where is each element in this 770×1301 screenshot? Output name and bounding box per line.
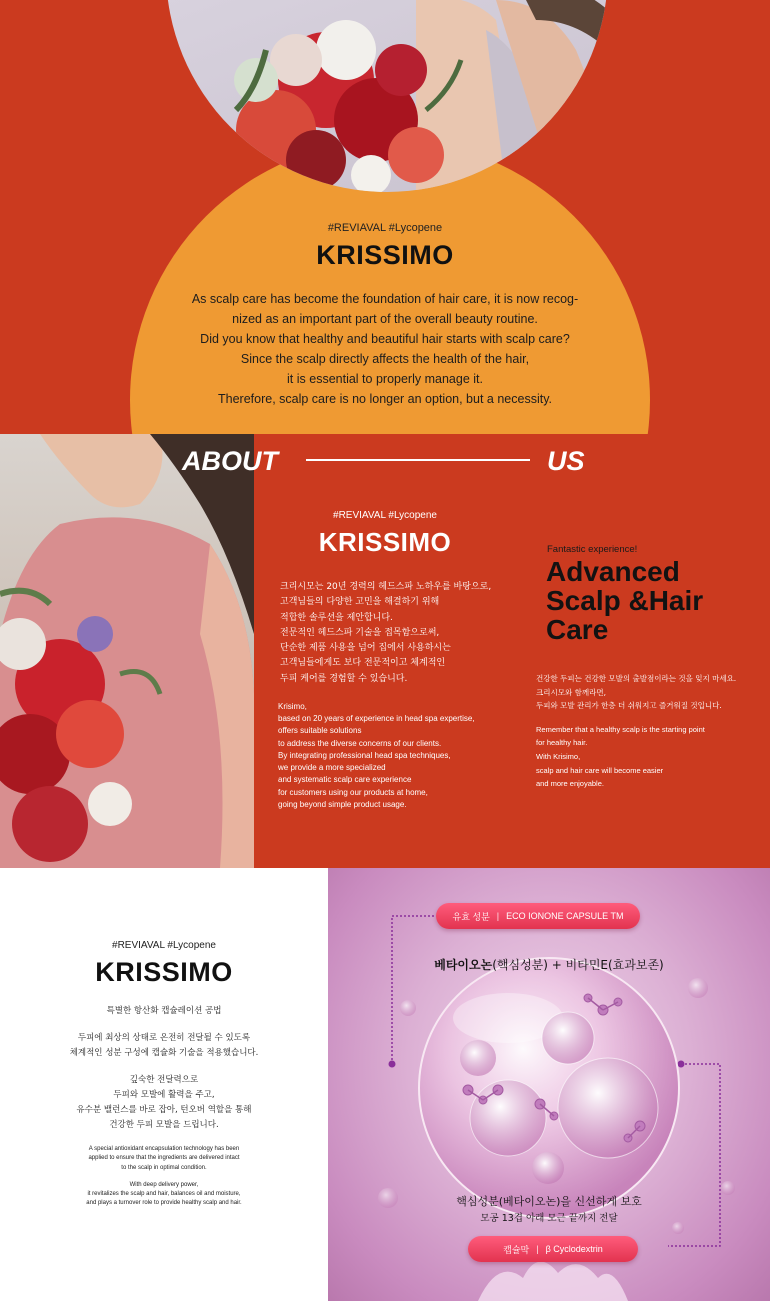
hero-model-photo	[166, 0, 608, 192]
pill-separator: |	[496, 911, 500, 921]
tech-ko-line: 건강한 두피 모발을 드립니다.	[109, 1120, 219, 1130]
capsule-deliver-text: 모공 13겹 아래 모근 끝까지 전달	[480, 1213, 618, 1224]
tech-en-line: it revitalizes the scalp and hair, balances oil and moisture,	[87, 1191, 241, 1198]
about-heading-divider	[306, 459, 530, 461]
about-en-line: based on 20 years of experience in head spa expertise,	[278, 714, 475, 724]
about-feature-english	[536, 723, 770, 791]
capsule-title-bold: 베타이오논	[434, 958, 493, 972]
feature-en-line: and more enjoyable.	[536, 779, 604, 789]
hero-description	[0, 289, 770, 409]
about-ko-line: 단순한 제품 사용을 넘어 집에서 사용하시는	[280, 643, 451, 654]
about-en-line: By integrating professional head spa techniques,	[278, 750, 451, 760]
about-en-line: to address the diverse concerns of our clients.	[278, 738, 442, 748]
tech-ko-line: 유수분 밸런스를 바로 잡아, 턴오버 역할을 통해	[76, 1105, 252, 1115]
tech-en-line: to the scalp in optimal condition.	[121, 1164, 207, 1171]
about-ko-line: 고객님들의 다양한 고민을 해결하기 위해	[280, 597, 440, 608]
tech-english-text	[0, 1145, 328, 1209]
about-model-photo	[0, 434, 254, 868]
about-heading-left: ABOUT	[182, 446, 278, 476]
tech-ko-line: 체계적인 성분 구성에 캡슐화 기술을 적용했습니다.	[69, 1048, 259, 1058]
tech-brand-title: KRISSIMO	[95, 957, 233, 987]
hero-text-block	[0, 222, 770, 409]
hero-line: it is essential to properly manage it.	[287, 372, 483, 386]
feature-en-line: for healthy hair.	[536, 738, 588, 748]
about-feature-korean	[536, 672, 770, 713]
about-en-line: going beyond simple product usage.	[278, 799, 407, 809]
capsule-protect-text: 핵심성분(베타이오논)을 신선하게 보호	[456, 1195, 642, 1208]
about-ko-line: 크리시모는 20년 경력의 헤드스파 노하우를 바탕으로,	[280, 582, 492, 592]
hero-brand-title: KRISSIMO	[316, 240, 454, 270]
tech-ko-line: 두피와 모발에 활력을 주고,	[113, 1090, 215, 1100]
pill-label-ko: 유효 성분	[452, 911, 490, 922]
tech-ko-line: 두피에 최상의 상태로 온전히 전달될 수 있도록	[77, 1033, 251, 1043]
pill-label-ko: 캡슐막	[503, 1244, 530, 1255]
about-ko-line: 전문적인 헤드스파 기술을 접목함으로써,	[280, 627, 440, 638]
hero-section	[0, 0, 770, 434]
feature-en-line: scalp and hair care will become easier	[536, 765, 664, 775]
about-en-line: offers suitable solutions	[278, 726, 362, 736]
hero-line: As scalp care has become the foundation of hair care, it is now recog-	[191, 292, 579, 306]
hero-line: Did you know that healthy and beautiful hair starts with scalp care?	[200, 332, 570, 346]
hero-hashtag: #REVIAVAL #Lycopene	[327, 222, 443, 234]
feature-ko-line: 크리시모와 함께라면,	[536, 687, 606, 697]
tech-en-line: A special antioxidant encapsulation technology has been	[88, 1146, 240, 1152]
feature-en-line: With Krisimo,	[536, 751, 581, 761]
about-korean-text	[280, 580, 516, 687]
feature-title-line: Scalp &Hair	[546, 585, 704, 616]
feature-en-line: Remember that a healthy scalp is the starting point	[536, 724, 705, 734]
feature-title-line: Advanced	[546, 556, 680, 587]
capsule-title-rest: (핵심성분) + 비타민E(효과보존)	[492, 958, 664, 972]
feature-ko-line: 두피와 모발 관리가 한층 더 쉬워지고 즐거워질 것입니다.	[536, 701, 722, 711]
about-en-line: and systematic scalp care experience	[278, 775, 412, 785]
tech-ko-line: 깊숙한 전달력으로	[129, 1075, 199, 1085]
about-feature-column	[536, 544, 770, 791]
active-ingredient-pill	[436, 903, 640, 929]
technology-text-column	[0, 940, 328, 1209]
tech-en-line: and plays a turnover role to provide healthy scalp and hair.	[86, 1200, 242, 1207]
hero-line: nized as an important part of the overall beauty routine.	[232, 312, 538, 326]
hero-line: Therefore, scalp care is no longer an option, but a necessity.	[218, 392, 552, 406]
capsule-ingredient-title	[328, 956, 770, 973]
about-feature-title	[546, 557, 770, 644]
about-ko-line: 두피 케어를 경험할 수 있습니다.	[280, 673, 408, 684]
about-ko-line: 적합한 솔루션을 제안합니다.	[280, 612, 393, 623]
tech-ko-line: 특별한 항산화 캡슐레이션 공법	[106, 1006, 222, 1016]
about-ko-line: 고객님들에게도 보다 전문적이고 체계적인	[280, 658, 446, 669]
capsule-illustration-panel	[328, 868, 770, 1301]
capsule-membrane-pill	[468, 1236, 638, 1262]
pill-separator: |	[536, 1244, 539, 1254]
about-en-line: we provide a more specialized	[278, 763, 386, 773]
hero-line: Since the scalp directly affects the health of the hair,	[240, 352, 530, 366]
pill-label-en: ECO IONONE CAPSULE TM	[506, 911, 624, 921]
about-section	[0, 434, 770, 868]
tech-en-line: applied to ensure that the ingredients are delivered intact	[88, 1155, 240, 1162]
about-en-line: for customers using our products at home,	[278, 787, 428, 797]
about-intro-column	[254, 510, 516, 811]
pill-label-en: β Cyclodextrin	[545, 1244, 603, 1254]
about-en-line: Krisimo,	[278, 702, 307, 712]
about-english-text	[278, 701, 516, 811]
about-kicker: Fantastic experience!	[547, 544, 638, 555]
feature-ko-line: 건강한 두피는 건강한 모발의 출발점이라는 것을 잊지 마세요.	[536, 674, 737, 683]
about-brand-title: KRISSIMO	[318, 527, 452, 557]
technology-section	[0, 868, 770, 1301]
tech-en-line: With deep delivery power,	[129, 1181, 199, 1188]
about-heading-right: US	[547, 446, 585, 476]
about-hashtag: #REVIAVAL #Lycopene	[333, 510, 437, 521]
feature-title-line: Care	[546, 614, 609, 645]
tech-hashtag: #REVIAVAL #Lycopene	[112, 940, 216, 951]
tech-korean-text	[0, 1004, 328, 1133]
